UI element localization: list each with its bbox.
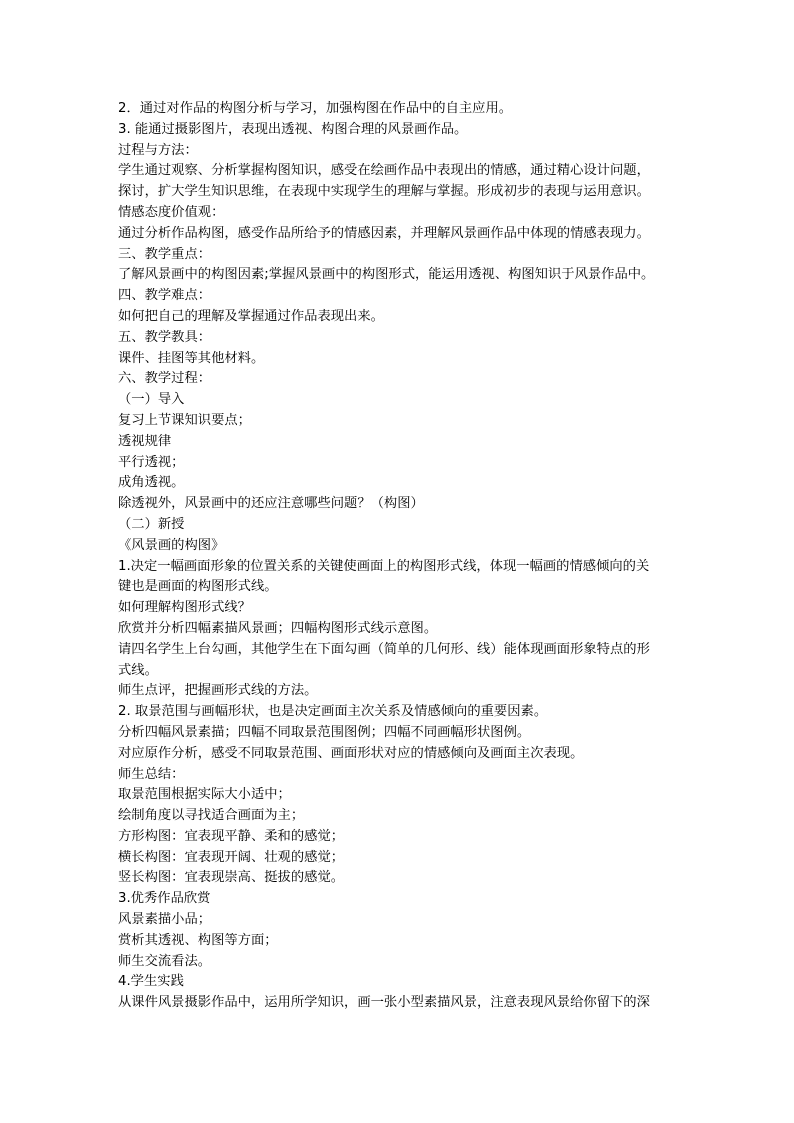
- text-line: 学生通过观察、分析掌握构图知识，感受在绘画作品中表现出的情感，通过精心设计问题，: [118, 163, 650, 179]
- text-line: 如何把自己的理解及掌握通过作品表现出来。: [118, 308, 384, 324]
- text-line: 取景范围根据实际大小适中；: [118, 787, 291, 803]
- text-line: 方形构图：宜表现平静、柔和的感觉；: [118, 828, 345, 844]
- text-line: 师生点评，把握画形式线的方法。: [118, 683, 318, 699]
- text-line: 3.优秀作品欣赏: [118, 891, 211, 907]
- document-body: [118, 99, 678, 1014]
- text-line: 五、教学教具：: [118, 329, 212, 345]
- text-line: 四、教学难点：: [118, 288, 212, 304]
- text-line: 师生总结：: [118, 766, 185, 782]
- text-line: 课件、挂图等其他材料。: [118, 350, 265, 366]
- text-line: 2．通过对作品的构图分析与学习，加强构图在作品中的自主应用。: [118, 101, 513, 116]
- text-line: 透视规律: [118, 433, 172, 449]
- text-line: 1.决定一幅画面形象的位置关系的关键使画面上的构图形式线，体现一幅画的情感倾向的关: [118, 558, 650, 574]
- text-line: 键也是画面的构图形式线。: [118, 579, 278, 595]
- text-line: 2. 取景范围与画幅形状，也是决定画面主次关系及情感倾向的重要因素。: [118, 704, 548, 720]
- text-line: 除透视外，风景画中的还应注意哪些问题？（构图）: [118, 496, 424, 512]
- text-line: 分析四幅风景素描；四幅不同取景范围图例；四幅不同画幅形状图例。: [118, 724, 531, 740]
- text-line: 过程与方法：: [118, 142, 198, 158]
- text-line: 式线。: [118, 662, 158, 678]
- text-line: 六、教学过程：: [118, 371, 212, 387]
- text-line: 竖长构图：宜表现崇高、挺拔的感觉。: [118, 870, 345, 886]
- text-line: 绘制角度以寻找适合画面为主；: [118, 808, 305, 824]
- text-line: 成角透视。: [118, 475, 185, 491]
- text-line: 从课件风景摄影作品中，运用所学知识，画一张小型素描风景，注意表现风景给你留下的深: [118, 995, 650, 1011]
- text-line: 风景素描小品；: [118, 912, 212, 928]
- text-line: 4.学生实践: [118, 974, 184, 990]
- text-line: 赏析其透视、构图等方面；: [118, 932, 278, 948]
- text-line: 如何理解构图形式线？: [118, 600, 251, 616]
- text-line: 探讨，扩大学生知识思维，在表现中实现学生的理解与掌握。形成初步的表现与运用意识。: [118, 184, 650, 200]
- text-line: 横长构图：宜表现开阔、壮观的感觉；: [118, 849, 345, 865]
- text-line: 请四名学生上台勾画，其他学生在下面勾画（简单的几何形、线）能体现画面形象特点的形: [118, 641, 650, 657]
- text-line: 复习上节课知识要点；: [118, 412, 251, 428]
- text-line: （二）新授: [118, 516, 185, 532]
- text-line: 《风景画的构图》: [118, 537, 225, 553]
- text-line: 平行透视；: [118, 454, 185, 470]
- text-line: 3. 能通过摄影图片，表现出透视、构图合理的风景画作品。: [118, 121, 468, 137]
- text-line: 情感态度价值观：: [118, 204, 225, 220]
- text-line: 欣赏并分析四幅素描风景画；四幅构图形式线示意图。: [118, 620, 438, 636]
- text-line: 对应原作分析，感受不同取景范围、画面形状对应的情感倾向及画面主次表现。: [118, 745, 584, 761]
- text-line: 三、教学重点：: [118, 246, 212, 262]
- text-line: 师生交流看法。: [118, 953, 212, 969]
- text-line: 了解风景画中的构图因素;掌握风景画中的构图形式，能运用透视、构图知识于风景作品中。: [118, 267, 655, 283]
- text-line: 通过分析作品构图，感受作品所给予的情感因素，并理解风景画作品中体现的情感表现力。: [118, 225, 650, 241]
- text-line: （一）导入: [118, 392, 185, 408]
